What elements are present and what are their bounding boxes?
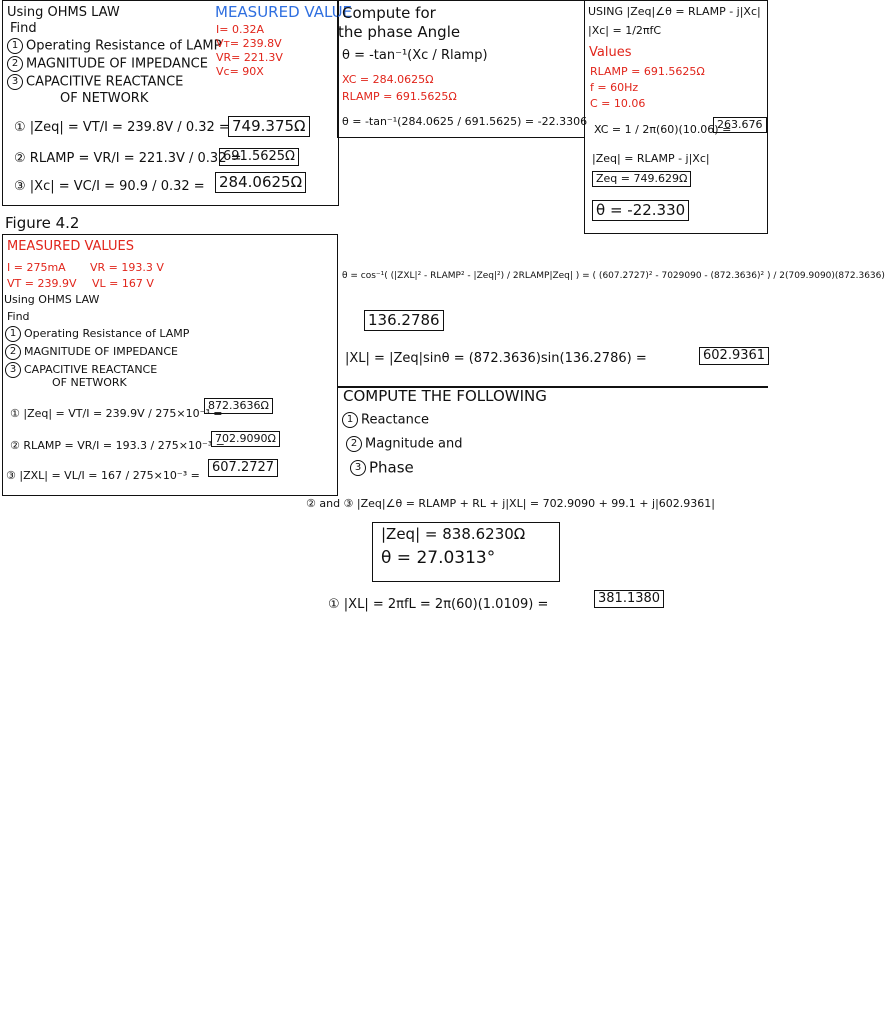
- p6-item-1: 1 Reactance: [342, 412, 429, 428]
- p3-value-rlamp: RLAMP = 691.5625Ω: [590, 65, 705, 78]
- p1-measured-vt: Vт= 239.8V: [216, 37, 282, 50]
- p2-title-1: Compute for: [342, 4, 436, 22]
- p1-measured-title: MEASURED VALUE: [215, 3, 353, 21]
- p1-item-1: 1 Operating Resistance of LAMP: [7, 38, 221, 54]
- p4-measured-title: MEASURED VALUES: [7, 239, 135, 254]
- p7-theta: θ = 27.0313°: [381, 547, 496, 568]
- p6-item-3: 3 Phase: [350, 460, 414, 476]
- p4-intro: Using OHMS LAW: [4, 293, 100, 306]
- p7-zeq: |Zeq| = 838.6230Ω: [381, 525, 526, 543]
- p1-measured-i: I= 0.32A: [216, 23, 264, 36]
- p3-values-title: Values: [589, 45, 632, 60]
- p2-title-2: the phase Angle: [338, 23, 461, 41]
- p4-item-1: 1 Operating Resistance of LAMP: [5, 326, 189, 342]
- p4-item-4: OF NETWORK: [52, 376, 127, 389]
- p1-find: Find: [10, 21, 37, 36]
- p1-eq-3-result: 284.0625Ω: [215, 172, 306, 193]
- p6-title: COMPUTE THE FOLLOWING: [343, 387, 547, 405]
- p3-theta-result: θ = -22.330: [592, 200, 689, 221]
- p4-measured-i: I = 275mA: [7, 261, 66, 274]
- p5-theta-result: 136.2786: [364, 310, 444, 331]
- p4-eq-1: ① |Zeq| = VT/I = 239.9V / 275×10⁻³ =: [10, 407, 223, 420]
- p1-item-3: 3 CAPACITIVE REACTANCE: [7, 74, 183, 90]
- p7-xl-eq: ① |XL| = 2πfL = 2π(60)(1.0109) =: [328, 597, 549, 612]
- p2-xc: XC = 284.0625Ω: [342, 73, 434, 86]
- p1-eq-1: ① |Zeq| = VT/I = 239.8V / 0.32 =: [14, 120, 230, 135]
- p2-calc: θ = -tan⁻¹(284.0625 / 691.5625) = -22.3306: [342, 115, 588, 128]
- p7-xl-result: 381.1380: [594, 590, 664, 608]
- p3-xc-result: 263.676: [713, 117, 767, 133]
- p1-intro: Using OHMS LAW: [7, 5, 120, 20]
- p4-measured-vr: VR = 193.3 V: [90, 261, 164, 274]
- p1-item-2: 2 MAGNITUDE OF IMPEDANCE: [7, 56, 208, 72]
- p1-item-4: OF NETWORK: [60, 91, 149, 106]
- p4-find: Find: [7, 310, 30, 323]
- p6-item-2: 2 Magnitude and: [346, 436, 462, 452]
- p3-zeq-result: Zeq = 749.629Ω: [592, 171, 691, 187]
- p5-xl-result: 602.9361: [699, 347, 769, 365]
- p4-measured-vt: VT = 239.9V: [7, 277, 77, 290]
- p3-zeq-formula: |Zeq| = RLAMP - j|Xc|: [592, 152, 710, 165]
- p3-value-f: f = 60Hz: [590, 81, 639, 94]
- p4-item-2: 2 MAGNITUDE OF IMPEDANCE: [5, 344, 178, 360]
- figure-label: Figure 4.2: [5, 214, 80, 232]
- p4-eq-2-result: 702.9090Ω: [211, 431, 280, 447]
- p1-eq-1-result: 749.375Ω: [228, 116, 310, 137]
- p4-eq-2: ② RLAMP = VR/I = 193.3 / 275×10⁻³ =: [10, 439, 225, 452]
- p1-measured-vr: VR= 221.3V: [216, 51, 283, 64]
- p3-value-c: C = 10.06: [590, 97, 646, 110]
- p7-eq: ② and ③ |Zeq|∠θ = RLAMP + RL + j|XL| = 702.9090 + 99.1 + j|602.9361|: [306, 497, 715, 510]
- p5-theta-eq: θ = cos⁻¹( (|ZXL|² - RLAMP² - |Zeq|²) / 2RLAMP|Zeq| ) = ( (607.2727)² - 7029090 - (872.3636)² ) / 2(709.9090)(872.3636): [342, 271, 885, 281]
- p3-xc-formula: |Xc| = 1/2πfC: [588, 24, 662, 37]
- p3-using: USING |Zeq|∠θ = RLAMP - j|Xc|: [588, 5, 761, 18]
- p3-xc-calc: XC = 1 / 2π(60)(10.06) =: [594, 123, 732, 136]
- p4-measured-vl: VL = 167 V: [92, 277, 154, 290]
- p4-eq-1-result: 872.3636Ω: [204, 398, 273, 414]
- p4-item-3: 3 CAPACITIVE REACTANCE: [5, 362, 157, 378]
- p2-formula: θ = -tan⁻¹(Xc / Rlamp): [342, 48, 488, 63]
- p4-eq-3-result: 607.2727: [208, 459, 278, 477]
- p1-eq-3: ③ |Xc| = VC/I = 90.9 / 0.32 =: [14, 179, 205, 194]
- p7-result-box: [372, 522, 560, 582]
- p5-xl-eq: |XL| = |Zeq|sinθ = (872.3636)sin(136.2786) =: [345, 351, 647, 366]
- p4-eq-3: ③ |ZXL| = VL/I = 167 / 275×10⁻³ =: [6, 469, 200, 482]
- p1-measured-vc: Vc= 90X: [216, 65, 264, 78]
- p1-eq-2-result: 691.5625Ω: [219, 148, 299, 166]
- p2-rlamp: RLAMP = 691.5625Ω: [342, 90, 457, 103]
- p1-eq-2: ② RLAMP = VR/I = 221.3V / 0.32 =: [14, 151, 242, 166]
